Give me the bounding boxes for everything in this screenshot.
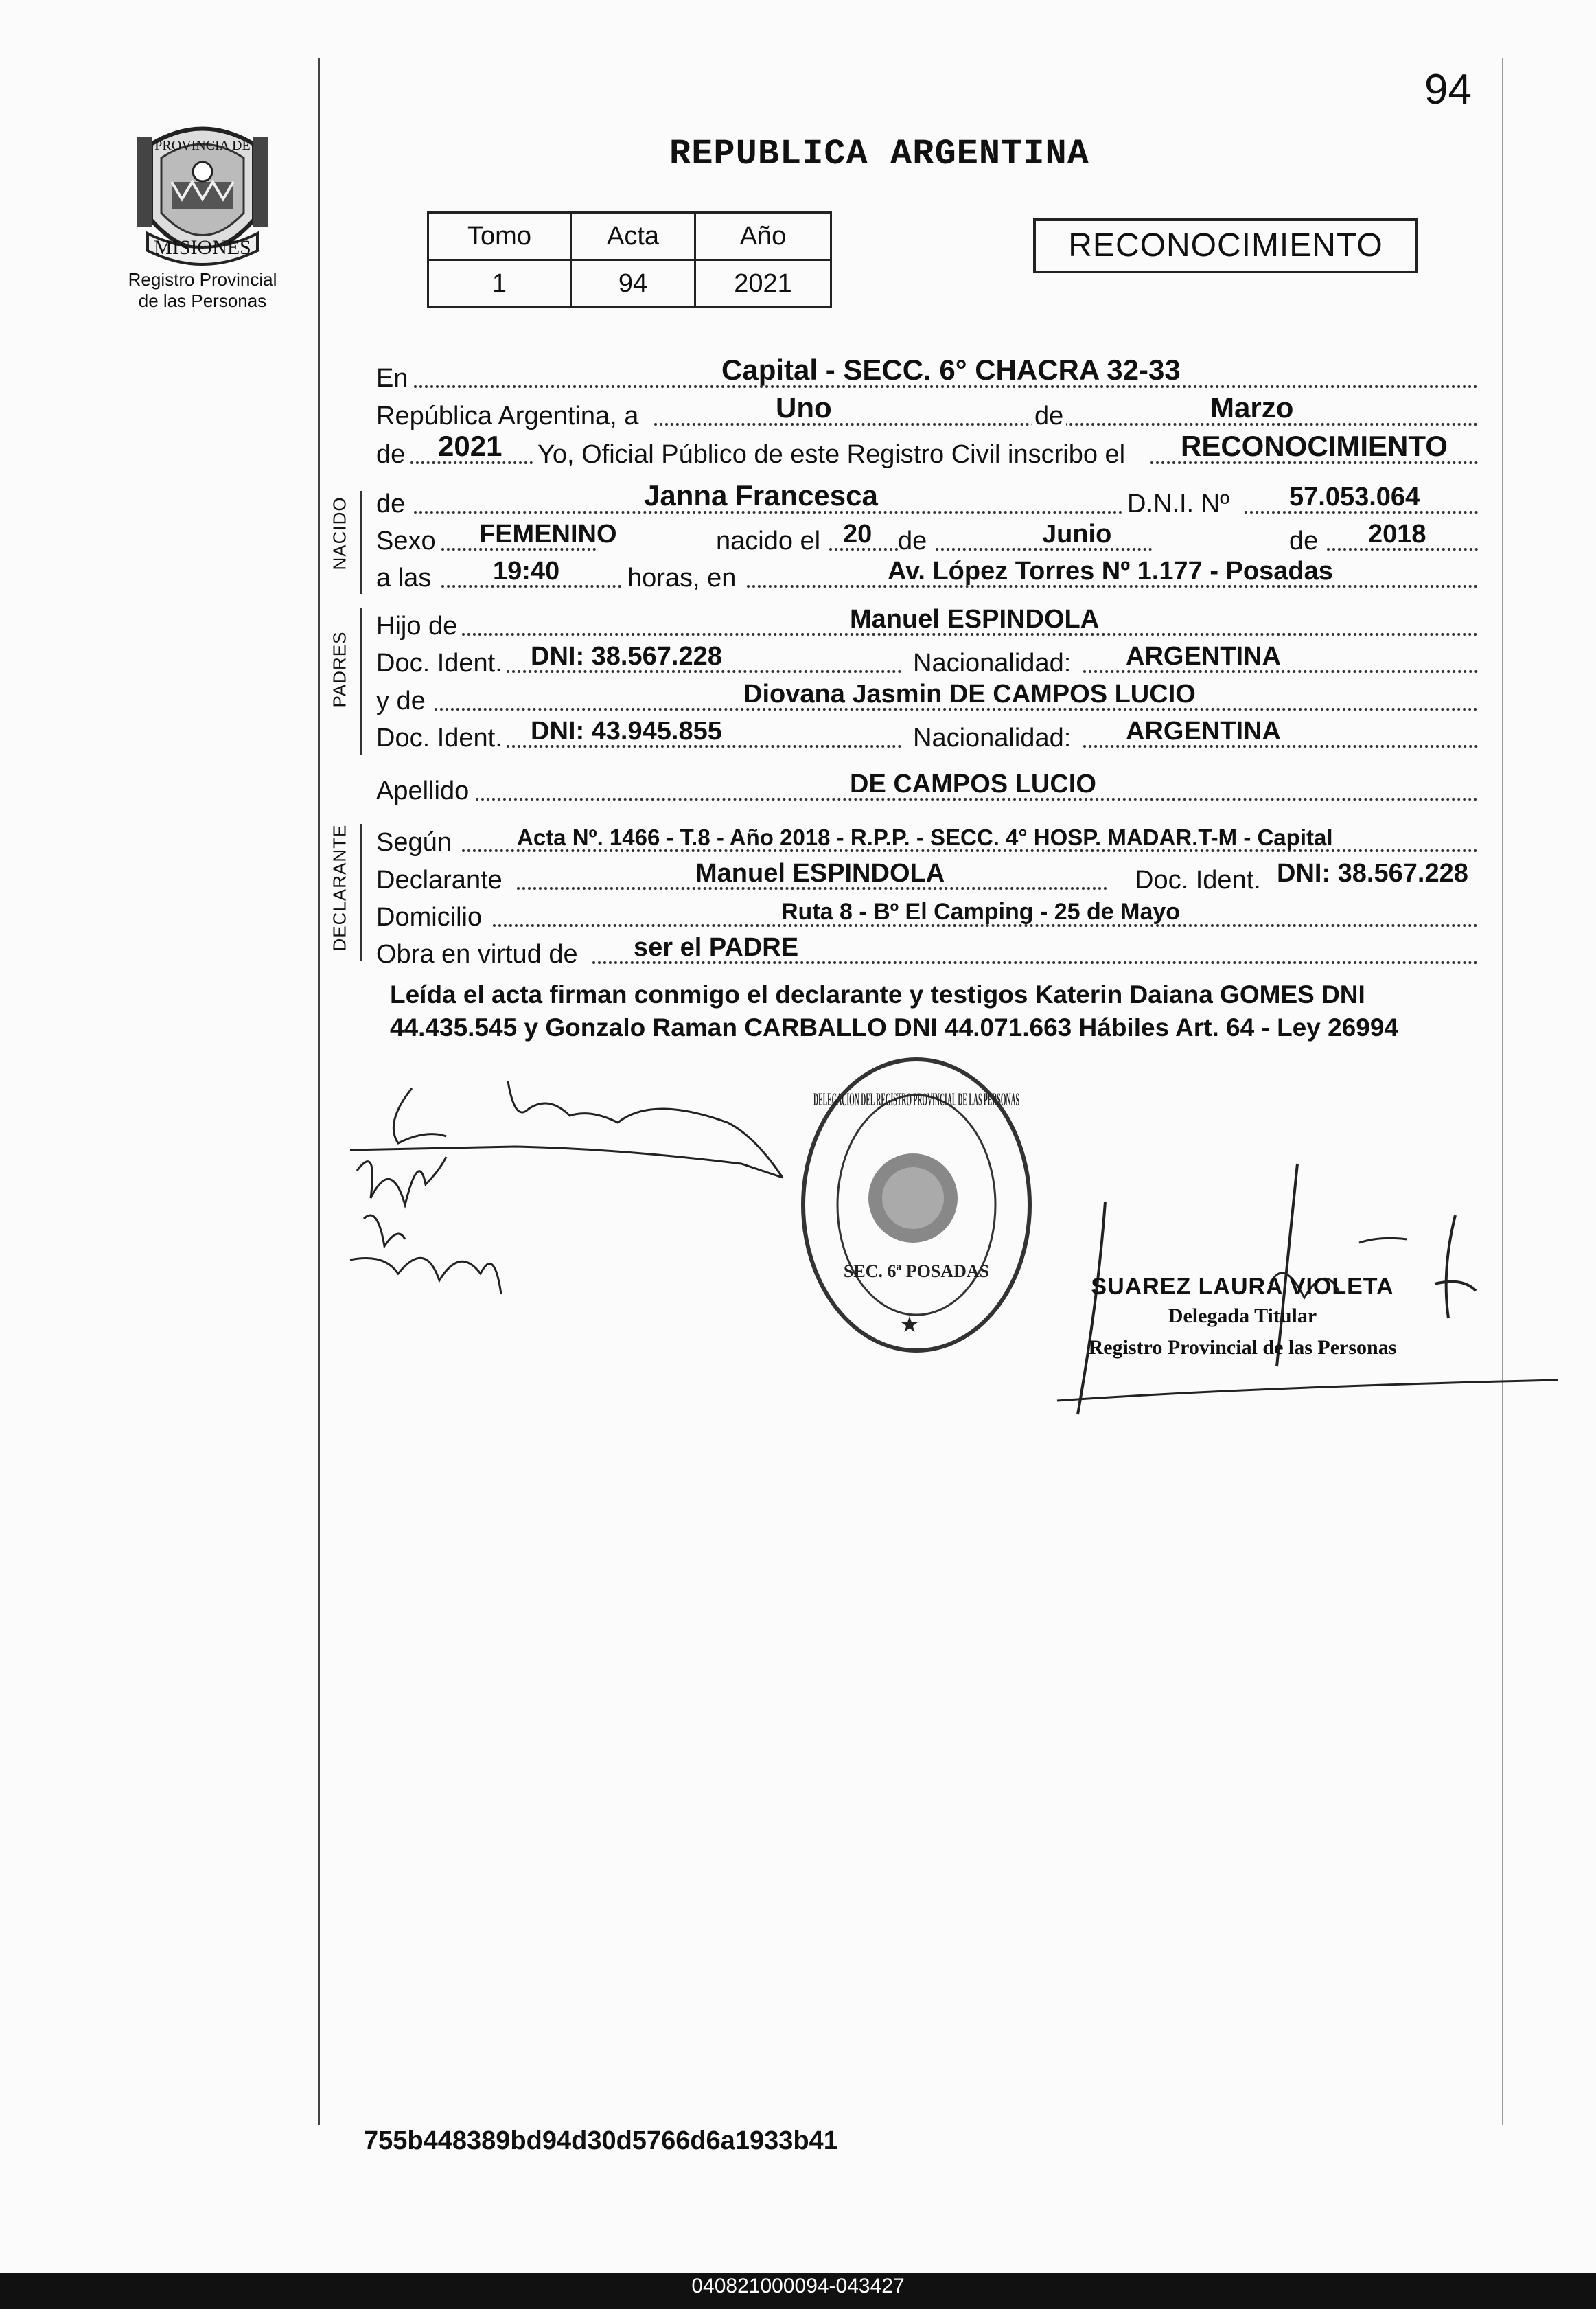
logo-caption-line2: de las Personas	[138, 290, 267, 311]
sexo-label: Sexo	[376, 527, 436, 555]
surname-value: DE CAMPOS LUCIO	[850, 770, 1096, 799]
row-doc2	[376, 715, 1478, 753]
row-declarante	[376, 857, 1478, 895]
mother-value: Diovana Jasmin DE CAMPOS LUCIO	[743, 680, 1196, 709]
de3-label: de	[376, 490, 406, 518]
nac1-label: Nacionalidad:	[913, 649, 1072, 678]
section-label-padres: PADRES	[329, 631, 350, 708]
official-stamp	[796, 1050, 1037, 1359]
province-seal-logo	[124, 117, 281, 275]
place-value: Capital - SECC. 6° CHACRA 32-33	[721, 354, 1181, 386]
seal-top-text: PROVINCIA DE	[154, 138, 251, 153]
logo-caption-line1: Registro Provincial	[128, 269, 277, 290]
birth-month-value: Junio	[1042, 520, 1112, 549]
en-label: En	[376, 364, 408, 393]
de4-label: de	[898, 527, 927, 555]
table-cell-acta: 94	[571, 260, 695, 308]
child-name-value: Janna Francesca	[644, 479, 878, 512]
father-value: Manuel ESPINDOLA	[850, 605, 1100, 634]
apellido-label: Apellido	[376, 777, 470, 805]
section-label-declarante: DECLARANTE	[329, 824, 350, 952]
year-value: 2021	[438, 430, 502, 462]
segun-value: Acta Nº. 1466 - T.8 - Año 2018 - R.P.P. - SECC. 4° HOSP. MADAR.T-M - Capital	[517, 825, 1333, 850]
sex-value: FEMENINO	[479, 520, 617, 549]
signatory-role: Delegada Titular	[1168, 1305, 1317, 1327]
yde-label: y de	[376, 687, 426, 715]
document-hash: 755b448389bd94d30d5766d6a1933b41	[364, 2126, 838, 2155]
dni-label: D.N.I. Nº	[1124, 490, 1232, 519]
republica-label: República Argentina, a	[376, 402, 639, 430]
signatory-block	[1071, 1274, 1414, 1364]
de-label: de	[1032, 402, 1066, 431]
de2-label: de	[376, 440, 406, 469]
row-hora	[376, 555, 1478, 593]
domicilio-label: Domicilio	[376, 903, 483, 932]
row-nombre	[376, 481, 1478, 519]
alas-label: a las	[376, 564, 432, 593]
segun-label: Según	[376, 828, 452, 857]
birth-time-value: 19:40	[493, 557, 560, 586]
day-value: Uno	[776, 391, 832, 424]
reason-value: ser el PADRE	[634, 933, 799, 962]
row-doc1	[376, 640, 1478, 678]
section-label-nacido: NACIDO	[329, 496, 350, 571]
seal-bottom-text: MISIONES	[154, 236, 251, 259]
row-obra	[376, 931, 1478, 969]
row-inscribo	[376, 431, 1478, 470]
de5-label: de	[1289, 527, 1319, 555]
table-header-tomo: Tomo	[428, 213, 571, 260]
row-domicilio	[376, 894, 1478, 932]
hijo-label: Hijo de	[376, 612, 458, 641]
left-margin-line	[318, 58, 320, 2125]
row-republica	[376, 393, 1478, 431]
handwritten-signatures	[343, 1068, 865, 1322]
signatory-office: Registro Provincial de las Personas	[1088, 1336, 1397, 1359]
footer-code: 040821000094-043427	[691, 2275, 905, 2297]
month-value: Marzo	[1210, 391, 1294, 424]
table-cell-anio: 2021	[695, 260, 831, 308]
section-bar-nacido	[360, 491, 362, 594]
obra-label: Obra en virtud de	[376, 940, 578, 969]
mother-nationality-value: ARGENTINA	[1126, 717, 1281, 746]
oficial-label: Yo, Oficial Público de este Registro Civil inscribo el	[537, 440, 1126, 469]
signatory-name: SUAREZ LAURA VIOLETA	[1091, 1274, 1394, 1300]
father-nationality-value: ARGENTINA	[1126, 642, 1281, 671]
declarant-doc-value: DNI: 38.567.228	[1277, 859, 1468, 888]
record-type-box: RECONOCIMIENTO	[1033, 218, 1418, 273]
table-cell-tomo: 1	[428, 260, 571, 308]
doc2-label: Doc. Ident.	[376, 724, 502, 753]
right-margin-line	[1502, 58, 1503, 2125]
row-en	[376, 355, 1478, 393]
mother-doc-value: DNI: 43.945.855	[531, 717, 722, 746]
stamp-ring-text: DELEGACION DEL REGISTRO PROVINCIAL DE LAS PERSONAS	[813, 1090, 1019, 1110]
section-bar-declarante	[360, 824, 362, 961]
birth-place-value: Av. López Torres Nº 1.177 - Posadas	[888, 557, 1333, 586]
closing-statement: Leída el acta firman conmigo el declarante y testigos Katerin Daiana GOMES DNI 44.435.545 y Gonzalo Raman CARBALLO DNI 44.071.663 Hábiles Art. 64 - Ley 26994	[390, 980, 1398, 1042]
row-sexo	[376, 518, 1478, 556]
svg-text:★: ★	[899, 1312, 920, 1337]
registry-table	[427, 211, 832, 308]
inscribo-value: RECONOCIMIENTO	[1181, 430, 1448, 462]
page-title: REPUBLICA ARGENTINA	[669, 134, 1089, 174]
row-apellido	[376, 768, 1478, 806]
stamp-center-text: SEC. 6ª POSADAS	[843, 1261, 990, 1281]
doc3-label: Doc. Ident.	[1135, 866, 1261, 895]
declarante-label: Declarante	[376, 866, 502, 895]
birth-day-value: 20	[843, 520, 872, 549]
birth-year-value: 2018	[1368, 520, 1426, 549]
doc1-label: Doc. Ident.	[376, 649, 502, 678]
row-segun	[376, 819, 1478, 858]
declarant-value: Manuel ESPINDOLA	[695, 859, 945, 888]
child-dni-value: 57.053.064	[1289, 483, 1420, 512]
table-header-anio: Año	[695, 213, 831, 260]
row-madre	[376, 678, 1478, 716]
nacido-label: nacido el	[716, 527, 821, 555]
nac2-label: Nacionalidad:	[913, 724, 1072, 753]
table-header-acta: Acta	[571, 213, 695, 260]
address-value: Ruta 8 - Bº El Camping - 25 de Mayo	[781, 899, 1181, 925]
page-number: 94	[1424, 66, 1472, 113]
horas-label: horas, en	[627, 564, 737, 593]
logo-caption	[96, 269, 309, 312]
row-padre	[376, 603, 1478, 641]
father-doc-value: DNI: 38.567.228	[531, 642, 722, 671]
section-bar-padres	[360, 608, 362, 755]
